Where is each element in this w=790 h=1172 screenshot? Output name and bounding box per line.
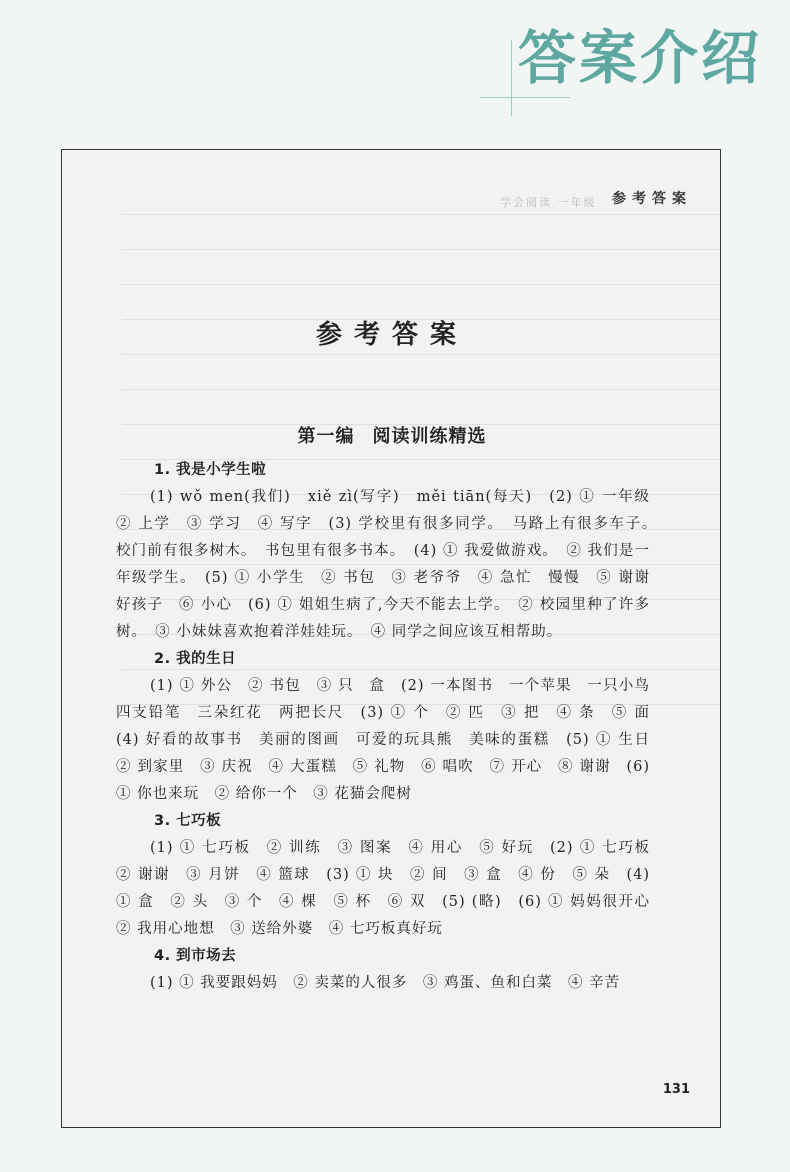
section-answers: (1) wǒ men(我们) xiě zì(写字) měi tiān(每天) (2) ① 一年级 ② 上学 ③ 学习 ④ 写字 (3) 学校里有很多同学。 马路上有很多车子。 校门前有很多树木。 书包里有很多书本。 (4) ① 我爱做游戏。 ② 我们是一年级学生。 (5) ① 小学生 ② 书包 ③ 老爷爷 ④ 急忙 慢慢 ⑤ 谢谢 好孩子 ⑥ 小心 (6) ① 姐姐生病了,今天不能去上学。 ② 校园里种了许多树。 ③ 小妹妹喜欢抱着洋娃娃玩。 ④ 同学之间应该互相帮助。 (116, 489, 666, 640)
running-head: 参考答案 (612, 191, 692, 207)
section-title: 2. 我的生日 (154, 651, 237, 667)
section-answers: (1) ① 我要跟妈妈 ② 卖菜的人很多 ③ 鸡蛋、鱼和白菜 ④ 辛苦 (150, 975, 621, 991)
part-name: 阅读训练精选 (372, 426, 487, 447)
page-title: 参考答案 (315, 320, 468, 350)
section-title: 1. 我是小学生啦 (154, 462, 267, 478)
banner-title: 答案介绍 (518, 24, 763, 92)
section-title: 4. 到市场去 (154, 948, 237, 964)
part-label: 第一编 (297, 426, 355, 447)
decorative-line (480, 97, 570, 98)
section-answers: (1) ① 外公 ② 书包 ③ 只 盒 (2) 一本图书 一个苹果 一只小鸟 四支铅笔 三朵红花 两把长尺 (3) ① 个 ② 匹 ③ 把 ④ 条 ⑤ 面 (4) 好看的故事书 美丽的图画 可爱的玩具熊 美味的蛋糕 (5) ① 生日 ② 到家里 ③ 庆祝 ④ 大蛋糕 ⑤ 礼物 ⑥ 唱吹 ⑦ 开心 ⑧ 谢谢 (6) ① 你也来玩 ② 给你一个 ③ 花猫会爬树 (116, 678, 666, 802)
scanned-page (61, 149, 721, 1128)
decorative-line (511, 40, 512, 116)
section-answers: (1) ① 七巧板 ② 训练 ③ 图案 ④ 用心 ⑤ 好玩 (2) ① 七巧板 ② 谢谢 ③ 月饼 ④ 篮球 (3) ① 块 ② 间 ③ 盒 ④ 份 ⑤ 朵 (4) ① 盒 ② 头 ③ 个 ④ 棵 ⑤ 杯 ⑥ 双 (5) (略) (6) ① 妈妈很开心 ② 我用心地想 ③ 送给外婆 ④ 七巧板真好玩 (116, 840, 666, 937)
part-heading (62, 422, 721, 448)
running-head-book: 学会阅读 一年级 (500, 196, 597, 209)
section-title: 3. 七巧板 (154, 813, 222, 829)
page-number: 131 (662, 1082, 690, 1097)
answer-content (116, 457, 666, 997)
